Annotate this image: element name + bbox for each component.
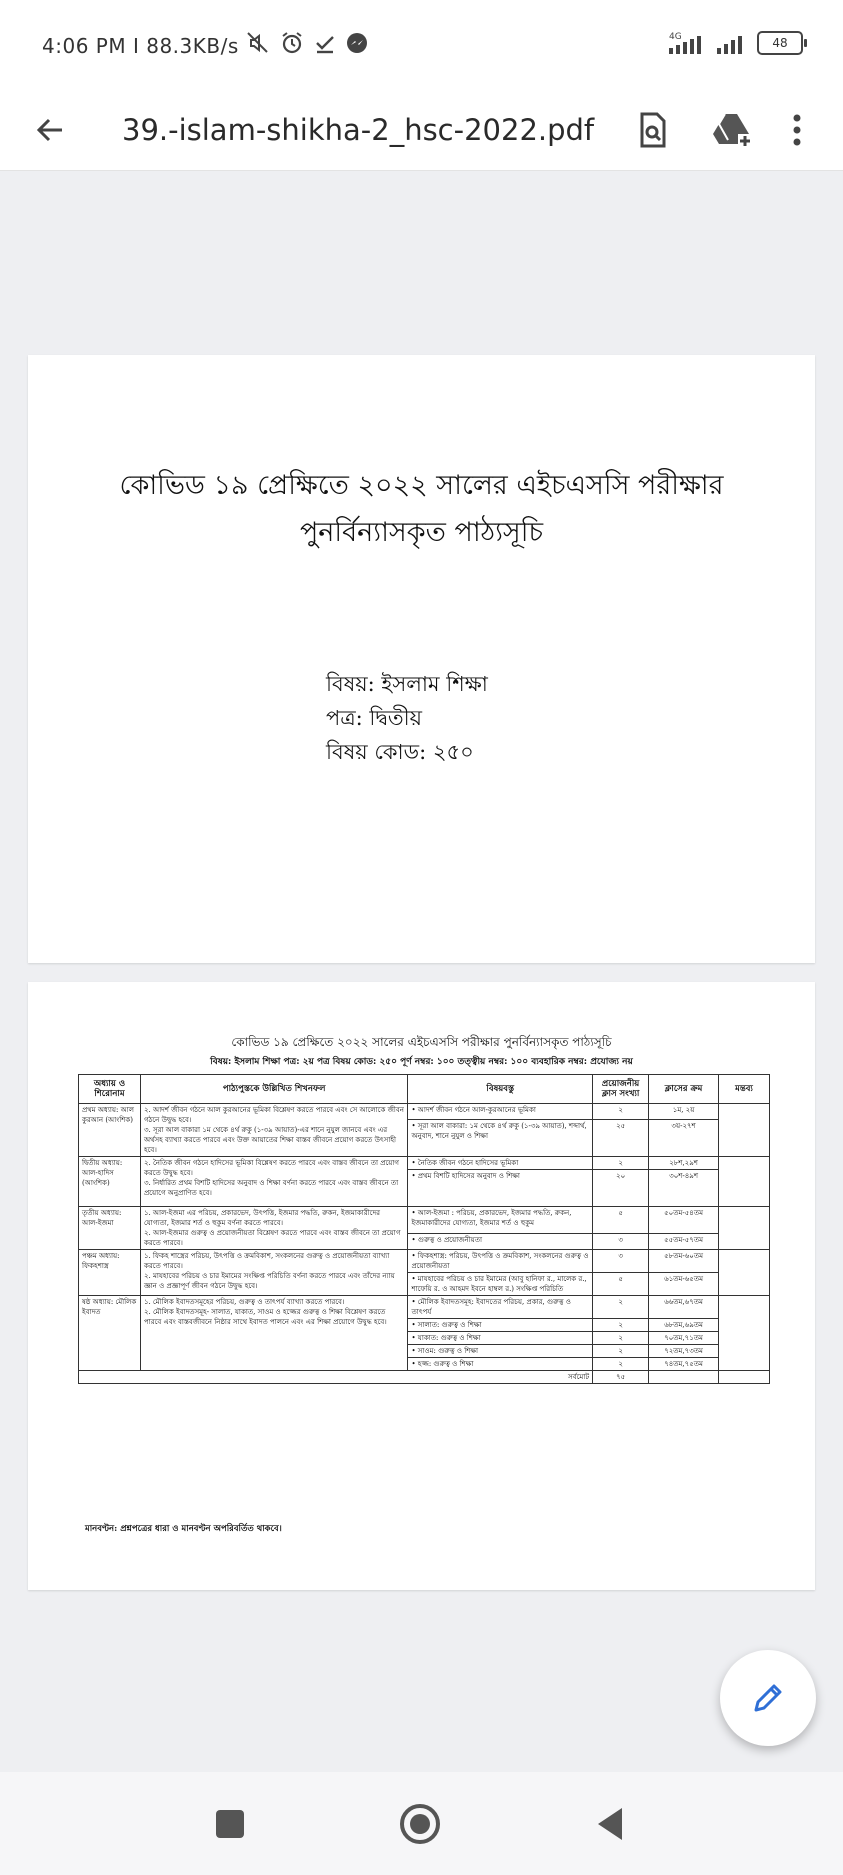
class-order-cell: ৫০তম-৫৪তম bbox=[649, 1207, 719, 1234]
status-time bbox=[42, 34, 239, 58]
table-row bbox=[79, 1157, 770, 1170]
chapter-cell: প্রথম অধ্যায়: আল কুরআন (আংশিক) bbox=[79, 1104, 141, 1157]
class-count-cell: ৫ bbox=[593, 1207, 649, 1234]
back-button[interactable] bbox=[28, 108, 72, 152]
outcome-item: ২. আল-ইজমার গুরুত্ব ও প্রয়োজনীয়তা বিশ্লেষণ করতে পারবে এবং বাস্তব জীবনে তা প্রয়োগ করতে পারবে। bbox=[143, 1229, 401, 1247]
column-header: অধ্যায় ও শিরোনাম bbox=[79, 1075, 141, 1104]
content-cell: • নৈতিক জীবন গঠনে হাদিসের ভূমিকা bbox=[408, 1157, 593, 1170]
syllabus-table bbox=[78, 1074, 770, 1384]
class-count-cell: ২ bbox=[593, 1358, 649, 1371]
total-row bbox=[79, 1371, 770, 1384]
class-order-cell: ১ম, ২য় bbox=[649, 1104, 719, 1120]
marks-distribution-note: মানবণ্টন: প্রশ্নপত্রের ধারা ও মানবণ্টন অপরিবর্তিত থাকবে। bbox=[85, 1524, 282, 1534]
class-order-cell: ৬৮তম,৬৯তম bbox=[649, 1319, 719, 1332]
class-order-cell: ৭৪তম,৭৫তম bbox=[649, 1358, 719, 1371]
drive-add-icon bbox=[710, 108, 754, 152]
outcome-item: ১. আল-ইজমা এর পরিচয়, প্রকারভেদ, উৎপত্তি, ইজমার পদ্ধতি, রুকন, ইজমাকারীদের যোগ্যতা, ইজমার শর্ত ও হুকুম বর্ণনা করতে পারবে। bbox=[143, 1209, 380, 1227]
total-value: ৭৫ bbox=[593, 1371, 649, 1384]
total-empty-cell bbox=[719, 1371, 770, 1384]
remarks-cell bbox=[719, 1157, 770, 1207]
outcomes-cell bbox=[140, 1104, 408, 1157]
content-cell: • মৌলিক ইবাদতসমূহ: ইবাদতের পরিচয়, প্রকার, গুরুত্ব ও তাৎপর্য bbox=[408, 1296, 593, 1319]
remarks-cell bbox=[719, 1250, 770, 1296]
outcome-item: ২. আদর্শ জীবন গঠনে আল কুরআনের ভূমিকা বিশ্লেষণ করতে পারবে এবং সে আলোকে জীবন গঠনে উদ্বুদ্ধ হবে। bbox=[143, 1106, 404, 1124]
column-header: ক্লাসের ক্রম bbox=[649, 1075, 719, 1104]
class-count-cell: ৫ bbox=[593, 1273, 649, 1296]
chapter-cell: পঞ্চম অধ্যায়: ফিকহশাস্ত্র bbox=[79, 1250, 141, 1296]
outcomes-cell bbox=[140, 1207, 408, 1250]
outcome-item: ২. নৈতিক জীবন গঠনে হাদিসের ভূমিকা বিশ্লেষণ করতে পারবে এবং বাস্তব জীবনে তা প্রয়োগ করতে উদ্বুদ্ধ হবে। bbox=[143, 1159, 400, 1177]
system-status bbox=[667, 30, 803, 56]
search-document-button[interactable] bbox=[630, 108, 674, 152]
class-order-cell: ৩০শ-৪৯শ bbox=[649, 1170, 719, 1207]
class-count-cell: ২ bbox=[593, 1157, 649, 1170]
pencil-edit-icon bbox=[750, 1680, 786, 1716]
cover-subject-code: বিষয় কোড: ২৫০ bbox=[326, 740, 474, 764]
mute-icon bbox=[245, 30, 271, 56]
battery-indicator: 48 bbox=[757, 31, 803, 55]
class-count-cell: ২ bbox=[593, 1319, 649, 1332]
class-count-cell: ২ bbox=[593, 1345, 649, 1358]
class-count-cell: ৩ bbox=[593, 1234, 649, 1250]
content-cell: • হজ্জ: গুরুত্ব ও শিক্ষা bbox=[408, 1358, 593, 1371]
outcomes-cell bbox=[140, 1296, 408, 1371]
signal-4g-icon bbox=[667, 30, 707, 56]
content-cell: • আদর্শ জীবন গঠনে আল-কুরআনের ভূমিকা bbox=[408, 1104, 593, 1120]
content-cell: • প্রথম বিশটি হাদিসের অনুবাদ ও শিক্ষা bbox=[408, 1170, 593, 1207]
content-cell: • যাকাত: গুরুত্ব ও শিক্ষা bbox=[408, 1332, 593, 1345]
table-row bbox=[79, 1207, 770, 1234]
home-button[interactable] bbox=[398, 1802, 442, 1846]
search-doc-icon bbox=[630, 108, 674, 152]
chapter-cell: ষষ্ঠ অধ্যায়: মৌলিক ইবাদত bbox=[79, 1296, 141, 1371]
messenger-icon bbox=[345, 31, 369, 55]
outcome-item: ১. মৌলিক ইবাদতসমূহের পরিচয়, গুরুত্ব ও তাৎপর্য ব্যাখ্যা করতে পারবে। bbox=[143, 1298, 345, 1306]
pdf-page-2[interactable] bbox=[28, 982, 815, 1590]
syllabus-subheading: বিষয়: ইসলাম শিক্ষা পত্র: ২য় পত্র বিষয় কোড: ২৫০ পূর্ণ নম্বর: ১০০ তত্ত্বীয় নম্বর: ১০০ ব্যবহারিক নম্বর: প্রযোজ্য নয় bbox=[210, 1057, 633, 1067]
status-bar bbox=[0, 0, 843, 90]
notification-icons bbox=[245, 30, 369, 56]
signal-icon bbox=[715, 30, 749, 56]
nav-back-button[interactable] bbox=[590, 1802, 634, 1846]
outcome-item: ২. মৌলিক ইবাদতসমূহ- সালাত, যাকাত, সাওম ও হজ্জের গুরুত্ব ও শিক্ষা বিশ্লেষণ করতে পারবে এবং বাস্তবজীবনে নিষ্ঠার সাথে ইবাদত পালনে এবং এর শিক্ষা প্রয়োগে উদ্বুদ্ধ হবে। bbox=[143, 1308, 387, 1326]
cover-paper: পত্র: দ্বিতীয় bbox=[326, 706, 423, 730]
content-cell: • সালাত: গুরুত্ব ও শিক্ষা bbox=[408, 1319, 593, 1332]
outcome-item: ৩. নির্ধারিত প্রথম বিশটি হাদিসের অনুবাদ ও শিক্ষা বর্ণনা করতে পারবে এবং বাস্তব জীবনে তা প্রয়োগে অনুপ্রাণিত হবে। bbox=[143, 1179, 399, 1197]
system-nav-bar bbox=[0, 1772, 843, 1875]
class-order-cell: ২৮শ,২৯শ bbox=[649, 1157, 719, 1170]
more-vert-icon bbox=[782, 108, 812, 152]
recents-button[interactable] bbox=[208, 1802, 252, 1846]
table-row bbox=[79, 1104, 770, 1120]
total-empty-cell bbox=[649, 1371, 719, 1384]
class-count-cell: ২০ bbox=[593, 1170, 649, 1207]
content-cell: • সূরা আল বাকারা: ১ম থেকে ৪র্থ রুকু (১-৩৯ আয়াত), শব্দার্থ, অনুবাদ, শানে নুযুল ও শিক্ষা bbox=[408, 1120, 593, 1157]
remarks-cell bbox=[719, 1104, 770, 1157]
total-label: সর্বমোট bbox=[79, 1371, 593, 1384]
remarks-cell bbox=[719, 1207, 770, 1250]
clock-text: 4:06 PM bbox=[42, 34, 127, 58]
table-row bbox=[79, 1250, 770, 1273]
class-count-cell: ২ bbox=[593, 1296, 649, 1319]
back-triangle-icon bbox=[590, 1802, 634, 1846]
document-title: 39.-islam-shikha-2_hsc-2022.pdf bbox=[122, 113, 595, 147]
recents-square-icon bbox=[208, 1802, 252, 1846]
column-header: মন্তব্য bbox=[719, 1075, 770, 1104]
outcomes-cell bbox=[140, 1157, 408, 1207]
content-cell: • গুরুত্ব ও প্রয়োজনীয়তা bbox=[408, 1234, 593, 1250]
add-to-drive-button[interactable] bbox=[710, 108, 754, 152]
alarm-icon bbox=[279, 30, 305, 56]
chapter-cell: দ্বিতীয় অধ্যায়: আল-হাদিস (আংশিক) bbox=[79, 1157, 141, 1207]
download-done-icon bbox=[313, 31, 337, 55]
content-cell: • মাযহাবের পরিচয় ও চার ইমামের (আবু হানিফা র., মালেক র., শাফেয়ি র. ও আহমদ ইবনে হাম্বল র.) সংক্ষিপ্ত পরিচিতি bbox=[408, 1273, 593, 1296]
class-count-cell: ২ bbox=[593, 1332, 649, 1345]
class-count-cell: ৩ bbox=[593, 1250, 649, 1273]
network-type-label: 4G bbox=[669, 32, 682, 42]
class-count-cell: ২ bbox=[593, 1104, 649, 1120]
outcomes-cell bbox=[140, 1250, 408, 1296]
class-order-cell: ৩য়-২৭শ bbox=[649, 1120, 719, 1157]
class-count-cell: ২৫ bbox=[593, 1120, 649, 1157]
cover-subject: বিষয়: ইসলাম শিক্ষা bbox=[326, 672, 488, 696]
class-order-cell: ৭০তম,৭১তম bbox=[649, 1332, 719, 1345]
column-header: পাঠ্যপুস্তকে উল্লিখিত শিখনফল bbox=[140, 1075, 408, 1104]
pdf-page-1[interactable] bbox=[28, 355, 815, 963]
syllabus-heading: কোভিড ১৯ প্রেক্ষিতে ২০২২ সালের এইচএসসি পরীক্ষার পুনর্বিন্যাসকৃত পাঠ্যসূচি bbox=[231, 1035, 612, 1049]
table-header-row bbox=[79, 1075, 770, 1104]
class-order-cell: ৫৮তম-৬০তম bbox=[649, 1250, 719, 1273]
content-cell: • আল-ইজমা : পরিচয়, প্রকারভেদ, ইজমার পদ্ধতি, রুকন, ইজমাকারীদের যোগ্যতা, ইজমার শর্ত ও হুকুম bbox=[408, 1207, 593, 1234]
chapter-cell: তৃতীয় অধ্যায়: আল-ইজমা bbox=[79, 1207, 141, 1250]
more-options-button[interactable] bbox=[782, 108, 812, 152]
class-order-cell: ৫৫তম-৫৭তম bbox=[649, 1234, 719, 1250]
back-arrow-icon bbox=[28, 108, 72, 152]
outcome-item: ২. মাযহাবের পরিচয় ও চার ইমামের সংক্ষিপ্ত পরিচিতি বর্ণনা করতে পারবে এবং তাঁদের ন্যায় জ্ঞান ও প্রজ্ঞাপূর্ণ জীবন গঠনে উদ্বুদ্ধ হবে। bbox=[143, 1272, 395, 1290]
class-order-cell: ৭২তম,৭৩তম bbox=[649, 1345, 719, 1358]
cover-title-line-2: পুনর্বিন্যাসকৃত পাঠ্যসূচি bbox=[299, 517, 544, 548]
outcome-item: ৩. সূরা আল বাকারা ১ম থেকে ৪র্থ রুকু (১-৩৯ আয়াত)-এর শানে নুযুল জানবে এবং এর অর্থসহ ব্যাখ্যা করতে পারবে এবং উক্ত আয়াতের শিক্ষা বাস্তব জীবনে প্রয়োগ করতে উৎসাহী হবে। bbox=[143, 1126, 396, 1154]
outcome-item: ১. ফিকহ শাস্ত্রের পরিচয়, উৎপত্তি ও ক্রমবিকাশ, সংকলনের গুরুত্ব ও প্রয়োজনীয়তা ব্যাখ্যা করতে পারবে। bbox=[143, 1252, 390, 1270]
edit-fab-button[interactable] bbox=[720, 1650, 816, 1746]
column-header: প্রয়োজনীয় ক্লাস সংখ্যা bbox=[593, 1075, 649, 1104]
column-header: বিষয়বস্তু bbox=[408, 1075, 593, 1104]
network-speed: 88.3KB/s bbox=[146, 34, 239, 58]
table-row bbox=[79, 1296, 770, 1319]
content-cell: • সাওম: গুরুত্ব ও শিক্ষা bbox=[408, 1345, 593, 1358]
class-order-cell: ৬৬তম,৬৭তম bbox=[649, 1296, 719, 1319]
cover-title-line-1: কোভিড ১৯ প্রেক্ষিতে ২০২২ সালের এইচএসসি পরীক্ষার bbox=[119, 470, 724, 501]
content-cell: • ফিকহশাস্ত্র: পরিচয়, উৎপত্তি ও ক্রমবিকাশ, সংকলনের গুরুত্ব ও প্রয়োজনীয়তা bbox=[408, 1250, 593, 1273]
class-order-cell: ৬১তম-৬৫তম bbox=[649, 1273, 719, 1296]
home-circle-icon bbox=[398, 1802, 442, 1846]
app-bar bbox=[0, 90, 843, 171]
status-separator: I bbox=[132, 34, 147, 58]
remarks-cell bbox=[719, 1296, 770, 1371]
